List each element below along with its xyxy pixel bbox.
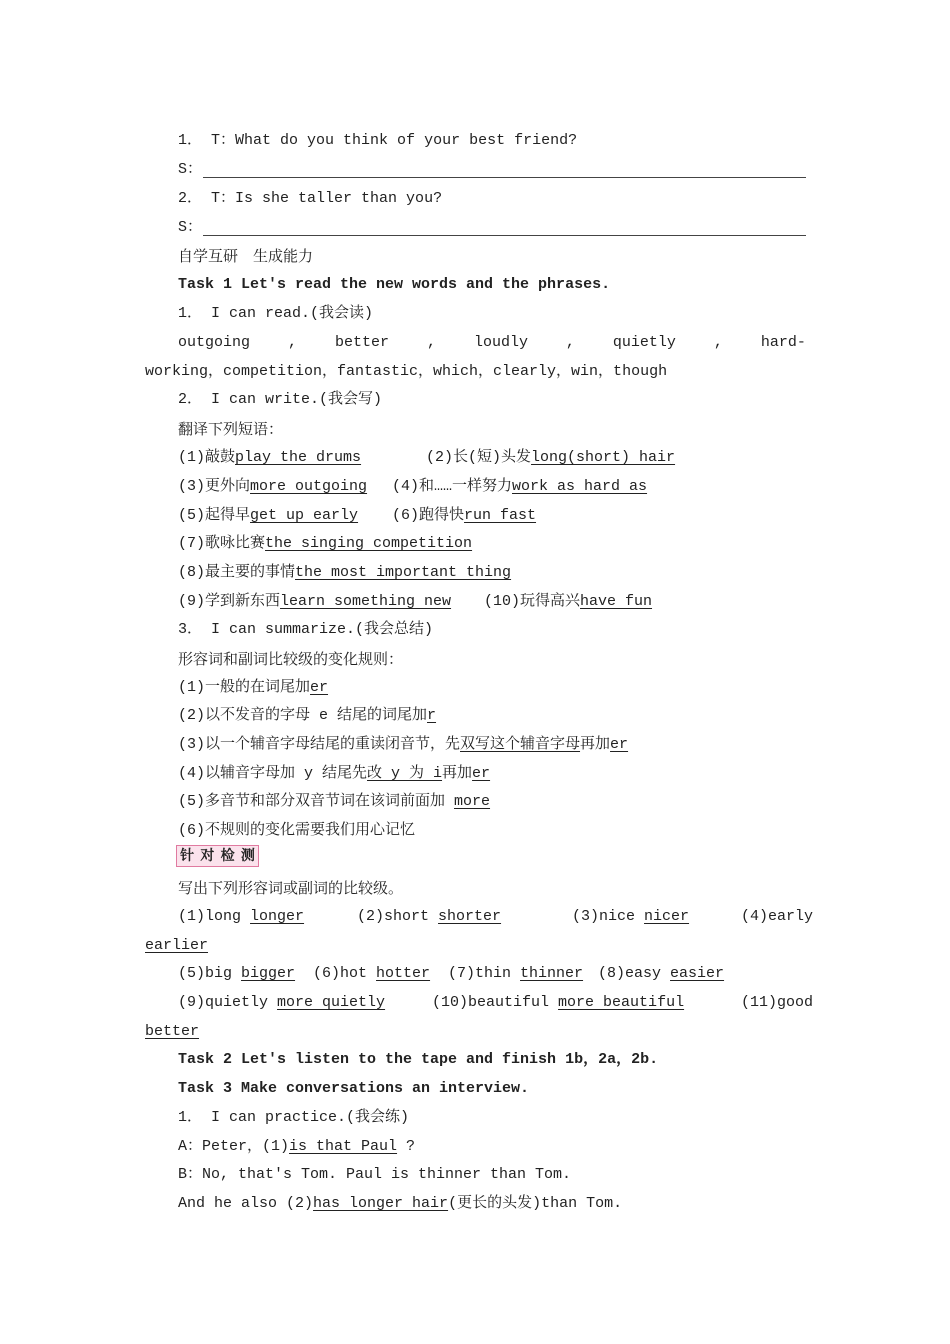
task1-heading: Task 1 Let's read the new words and the phrases. [178, 276, 611, 293]
phrase-1: (1)敲鼓play the drums [178, 449, 362, 466]
dialogue-b: B：No, that's Tom. Paul is thinner than Tom. [178, 1166, 572, 1183]
read-words-line2: working，competition，fantastic，which，clearly，win，though [145, 363, 668, 380]
exercise-2: (2)short shorter [357, 908, 502, 925]
exercise-8: (8)easy easier [598, 965, 725, 982]
rule-5: (5)多音节和部分双音节词在该词前面加 more [178, 793, 491, 810]
q2-student-label: S： [178, 219, 203, 236]
q1-answer-line [203, 177, 806, 178]
exercise-3: (3)nice nicer [572, 908, 690, 925]
exercise-11-word: (11)good [741, 994, 814, 1011]
rule-2: (2)以不发音的字母 e 结尾的词尾加r [178, 707, 437, 724]
task2-heading: Task 2 Let's listen to the tape and finish 1b，2a，2b. [178, 1051, 659, 1068]
exercise-7: (7)thin thinner [448, 965, 584, 982]
rule-3: (3)以一个辅音字母结尾的重读闭音节，先双写这个辅音字母再加er [178, 736, 629, 753]
phrase-9: (9)学到新东西learn something new [178, 593, 452, 610]
phrase-4: (4)和……一样努力work as hard as [392, 478, 648, 495]
check-instruction: 写出下列形容词或副词的比较级。 [178, 879, 404, 897]
rule-4: (4)以辅音字母加 y 结尾先改 y 为 i再加er [178, 765, 491, 782]
q2-teacher: 2． T：Is she taller than you? [178, 190, 443, 207]
rule-6: (6)不规则的变化需要我们用心记忆 [178, 822, 416, 839]
exercise-6: (6)hot hotter [313, 965, 431, 982]
exercise-5: (5)big bigger [178, 965, 296, 982]
summarize-title: 3． I can summarize.(我会总结) [178, 621, 434, 638]
dialogue-c: And he also (2)has longer hair(更长的头发)than Tom. [178, 1195, 623, 1212]
phrase-7: (7)歌咏比赛the singing competition [178, 535, 473, 552]
read-title: 1． I can read.(我会读) [178, 305, 374, 322]
read-words-line1: outgoing , better , loudly , quietly , hard- [178, 334, 806, 351]
exercise-10: (10)beautiful more beautiful [432, 994, 685, 1011]
section-heading: 自学互研 生成能力 [178, 247, 314, 265]
write-title: 2． I can write.(我会写) [178, 391, 383, 408]
dialogue-a: A：Peter，(1)is that Paul ? [178, 1138, 416, 1155]
summarize-intro: 形容词和副词比较级的变化规则： [178, 650, 404, 668]
phrase-8: (8)最主要的事情the most important thing [178, 564, 512, 581]
rule-1: (1)一般的在词尾加er [178, 679, 329, 696]
task3-heading: Task 3 Make conversations an interview. [178, 1080, 530, 1097]
exercise-4-answer: earlier [145, 937, 209, 954]
check-tag-badge: 针 对 检 测 [176, 845, 259, 867]
phrase-5: (5)起得早get up early [178, 507, 359, 524]
exercise-4-word: (4)early [741, 908, 814, 925]
exercise-9: (9)quietly more quietly [178, 994, 386, 1011]
q1-student-label: S： [178, 161, 203, 178]
phrase-2: (2)长(短)头发long(short) hair [426, 449, 676, 466]
q1-teacher: 1． T：What do you think of your best friend? [178, 132, 578, 149]
exercise-11-answer: better [145, 1023, 200, 1040]
q2-answer-line [203, 235, 806, 236]
practice-title: 1． I can practice.(我会练) [178, 1109, 410, 1126]
phrase-3: (3)更外向more outgoing [178, 478, 368, 495]
phrase-10: (10)玩得高兴have fun [484, 593, 653, 610]
write-instruction: 翻译下列短语： [178, 420, 284, 438]
exercise-1: (1)long longer [178, 908, 305, 925]
phrase-6: (6)跑得快run fast [392, 507, 537, 524]
